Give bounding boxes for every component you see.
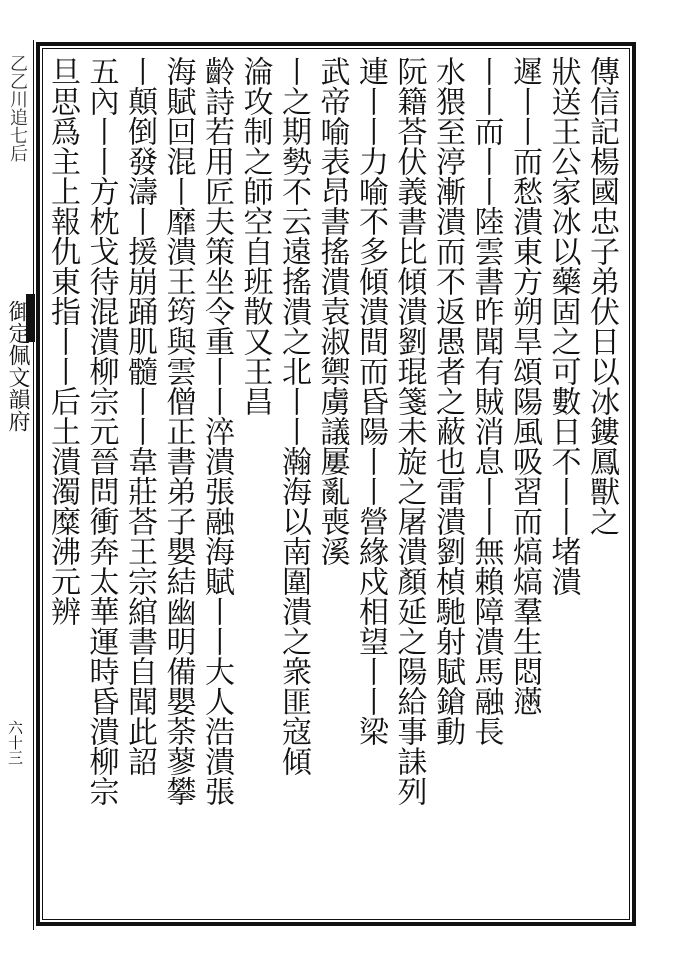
text-column: 丨丨而丨丨陸雲書昨聞有賊消息丨丨無賴障潰馬融長 [468,56,504,746]
text-column: 淪攻制之師空自班散又王昌 [237,56,273,416]
text-column: 丨之期勢不云遠搖潰之北丨丨瀚海以南圍潰之衆匪寇傾 [276,56,311,776]
text-column: 水猥至渟漸潰而不返愚者之蔽也雷潰劉楨馳射賦鎗動 [430,56,465,746]
gutter-rule [33,40,34,930]
margin-fragments: 乙乙川追七后 [7,54,28,162]
text-column: 齡詩若用匠夫策坐令重丨丨淬潰張融海賦丨丨大人浩潰張 [199,56,234,806]
text-column: 旦思爲主上報仇東指丨丨后土潰濁糜沸元辨 [45,56,80,626]
text-column: 五內丨丨方枕戈待混潰柳宗元晉問衝奔太華運時昏潰柳宗 [83,56,119,806]
text-column: 遲丨丨而愁潰東方朔旱頌陽風吸習而熇熇羣生悶懣 [507,56,542,716]
text-column: 狀送王公家冰以藥固之可數日不丨丨堵潰 [545,56,581,596]
text-column: 連丨丨力喻不多傾潰間而昏陽丨丨營緣戍相望丨丨梁 [353,56,388,746]
page-number: 六十三 [6,720,24,765]
page-gutter [0,0,34,969]
text-column: 丨顛倒發濤丨援崩踊肌髓丨丨韋莊荅王宗綰書自聞此詔 [122,56,157,776]
text-column: 海賦回混丨靡潰王筠與雲僧正書弟子嬰結幽明備嬰荼蓼攀 [160,56,196,806]
text-column: 阮籍荅伏義書比傾潰劉琨箋未旋之屠潰顏延之陽給事誄列 [391,56,427,806]
text-column: 傳信記楊國忠子弟伏日以冰鏤鳳獸之 [584,56,619,536]
book-title: 御定佩文韻府 [5,300,30,432]
text-column: 武帝喻表昂書搖潰袁淑禦虜議屢亂喪溪 [314,56,350,566]
